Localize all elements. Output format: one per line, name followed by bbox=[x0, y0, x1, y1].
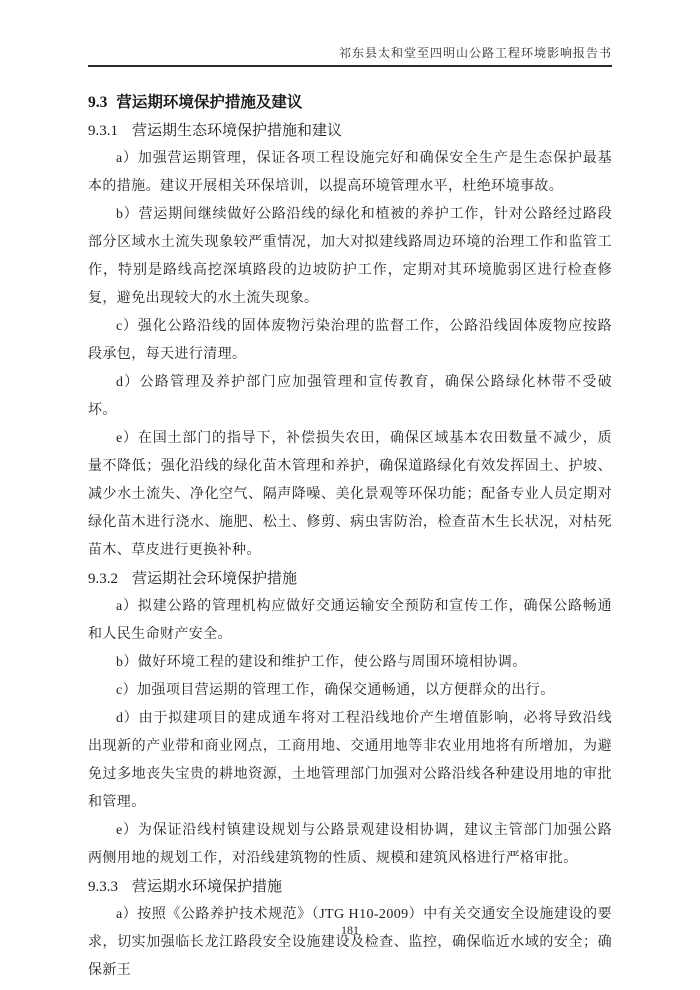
page-footer bbox=[0, 923, 700, 938]
paragraph: c）加强项目营运期的管理工作，确保交通畅通，以方便群众的出行。 bbox=[116, 683, 555, 698]
header-title: 祁东县太和堂至四明山公路工程环境影响报告书 bbox=[338, 46, 612, 60]
heading-title: 营运期社会环境保护措施 bbox=[132, 571, 298, 587]
paragraph: e）为保证沿线村镇建设规划与公路景观建设相协调，建议主管部门加强公路两侧用地的规划工作，对沿线建筑物的性质、规模和建筑风格进行严格审批。 bbox=[88, 823, 612, 866]
paragraph: a）加强营运期管理，保证各项工程设施完好和确保安全生产是生态保护最基本的措施。建议开展相关环保培训，以提高环境管理水平，杜绝环境事故。 bbox=[88, 151, 612, 194]
heading-title: 营运期水环境保护措施 bbox=[132, 879, 283, 895]
heading-9-3-1 bbox=[88, 117, 612, 145]
paragraph: d）公路管理及养护部门应加强管理和宣传教育，确保公路绿化林带不受破坏。 bbox=[88, 375, 612, 418]
paragraph: a）拟建公路的管理机构应做好交通运输安全预防和宣传工作，确保公路畅通和人民生命财产安全。 bbox=[88, 599, 612, 642]
page-number: 181 bbox=[341, 923, 359, 937]
paragraph: e）在国土部门的指导下，补偿损失农田，确保区域基本农田数量不减少，质量不降低；强化沿线的绿化苗木管理和养护，确保道路绿化有效发挥固土、护坡、减少水土流失、净化空气、隔声降噪、美化景观等环保功能；配备专业人员定期对绿化苗木进行浇水、施肥、松土、修剪、病虫害防治，检查苗木生长状况，对枯死苗木、草皮进行更换补种。 bbox=[88, 431, 612, 558]
heading-number: 9.3.1 bbox=[88, 123, 118, 139]
document-body bbox=[88, 89, 612, 985]
page-header bbox=[88, 0, 612, 67]
paragraph: a）按照《公路养护技术规范》（JTG H10-2009）中有关交通安全设施建设的要求，切实加强临长龙江路段安全设施建设及检查、监控，确保临近水域的安全；确保新王 bbox=[88, 907, 612, 978]
paragraph: b）营运期间继续做好公路沿线的绿化和植被的养护工作，针对公路经过路段部分区域水土流失现象较严重情况，加大对拟建线路周边环境的治理工作和监管工作，特别是路线高挖深填路段的边坡防护工作，定期对其环境脆弱区进行检查修复，避免出现较大的水土流失现象。 bbox=[88, 207, 612, 306]
paragraph: c）强化公路沿线的固体废物污染治理的监督工作，公路沿线固体废物应按路段承包，每天进行清理。 bbox=[88, 319, 612, 362]
heading-9-3-3 bbox=[88, 873, 612, 901]
heading-title: 营运期环境保护措施及建议 bbox=[116, 94, 303, 111]
paragraph: d）由于拟建项目的建成通车将对工程沿线地价产生增值影响，必将导致沿线出现新的产业带和商业网点，工商用地、交通用地等非农业用地将有所增加，为避免过多地丧失宝贵的耕地资源，土地管理部门加强对公路沿线各种建设用地的审批和管理。 bbox=[88, 711, 612, 810]
heading-9-3-2 bbox=[88, 565, 612, 593]
heading-number: 9.3 bbox=[88, 94, 108, 111]
heading-number: 9.3.3 bbox=[88, 879, 118, 895]
heading-9-3 bbox=[88, 89, 612, 117]
paragraph: b）做好环境工程的建设和维护工作，使公路与周围环境相协调。 bbox=[116, 655, 527, 670]
heading-number: 9.3.2 bbox=[88, 571, 118, 587]
heading-title: 营运期生态环境保护措施和建议 bbox=[132, 123, 343, 139]
